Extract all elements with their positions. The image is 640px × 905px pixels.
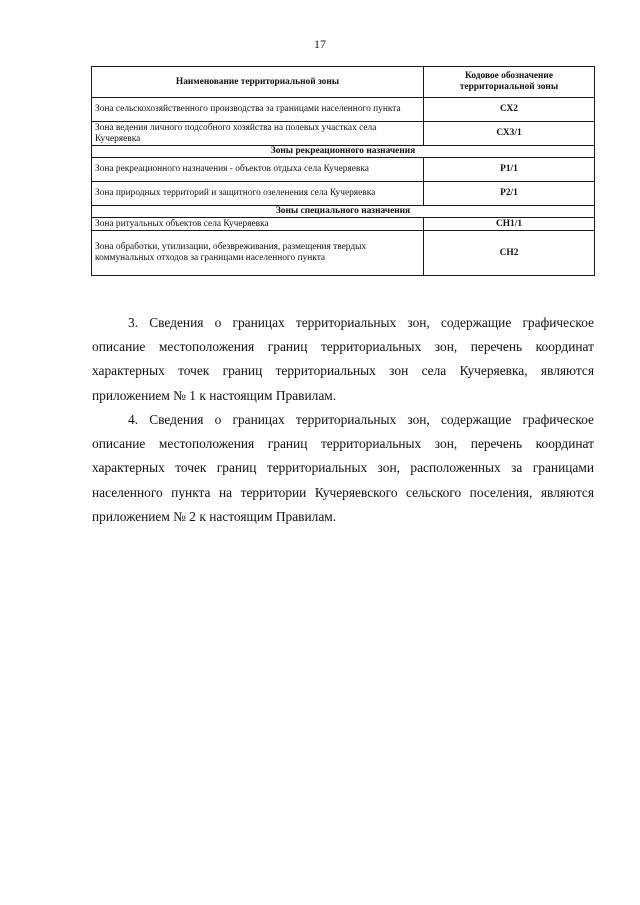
header-zone-code: Кодовое обозначение территориальной зоны — [424, 67, 595, 98]
zone-code-cell: Р2/1 — [424, 182, 595, 206]
zone-code-cell: СН1/1 — [424, 218, 595, 231]
table-group-row — [92, 206, 595, 218]
zone-code-cell: СХ2 — [424, 98, 595, 122]
paragraph-appendix-1: 3. Сведения о границах территориальных зон, содержащие графическое описание местоположения границ территориальных зон, перечень координат характерных точек границ территориальных зон села Кучеряевка, являются приложением № 1 к настоящим Правилам. — [92, 315, 594, 403]
table-group-row — [92, 146, 595, 158]
zone-code-cell: Р1/1 — [424, 158, 595, 182]
table-row — [92, 98, 595, 122]
group-title-cell: Зоны специального назначения — [92, 206, 595, 218]
zone-name-cell: Зона рекреационного назначения - объектов отдыха села Кучеряевка — [92, 158, 424, 182]
table-row — [92, 158, 595, 182]
table-row — [92, 218, 595, 231]
group-title-cell: Зоны рекреационного назначения — [92, 146, 595, 158]
zone-name-cell: Зона обработки, утилизации, обезвреживания, размещения твердых коммунальных отходов за границами населенного пункта — [92, 231, 424, 276]
territorial-zones-table — [91, 66, 595, 276]
zone-name-cell: Зона ритуальных объектов села Кучеряевка — [92, 218, 424, 231]
zone-name-cell: Зона ведения личного подсобного хозяйства на полевых участках села Кучеряевка — [92, 122, 424, 146]
zone-code-cell: СН2 — [424, 231, 595, 276]
table-row — [92, 182, 595, 206]
zone-code-cell: СХ3/1 — [424, 122, 595, 146]
zone-name-cell: Зона сельскохозяйственного производства за границами населенного пункта — [92, 98, 424, 122]
zone-name-cell: Зона природных территорий и защитного озеленения села Кучеряевка — [92, 182, 424, 206]
header-zone-name: Наименование территориальной зоны — [92, 67, 424, 98]
page-number: 17 — [314, 37, 326, 51]
table-row — [92, 122, 595, 146]
paragraph-appendix-2: 4. Сведения о границах территориальных зон, содержащие графическое описание местоположения границ территориальных зон, перечень координат характерных точек границ территориальных зон, расположенных за границами населенного пункта на территории Кучеряевского сельского поселения, являются приложением № 2 к настоящим Правилам. — [92, 412, 594, 524]
table-header-row — [92, 67, 595, 98]
table-row — [92, 231, 595, 276]
